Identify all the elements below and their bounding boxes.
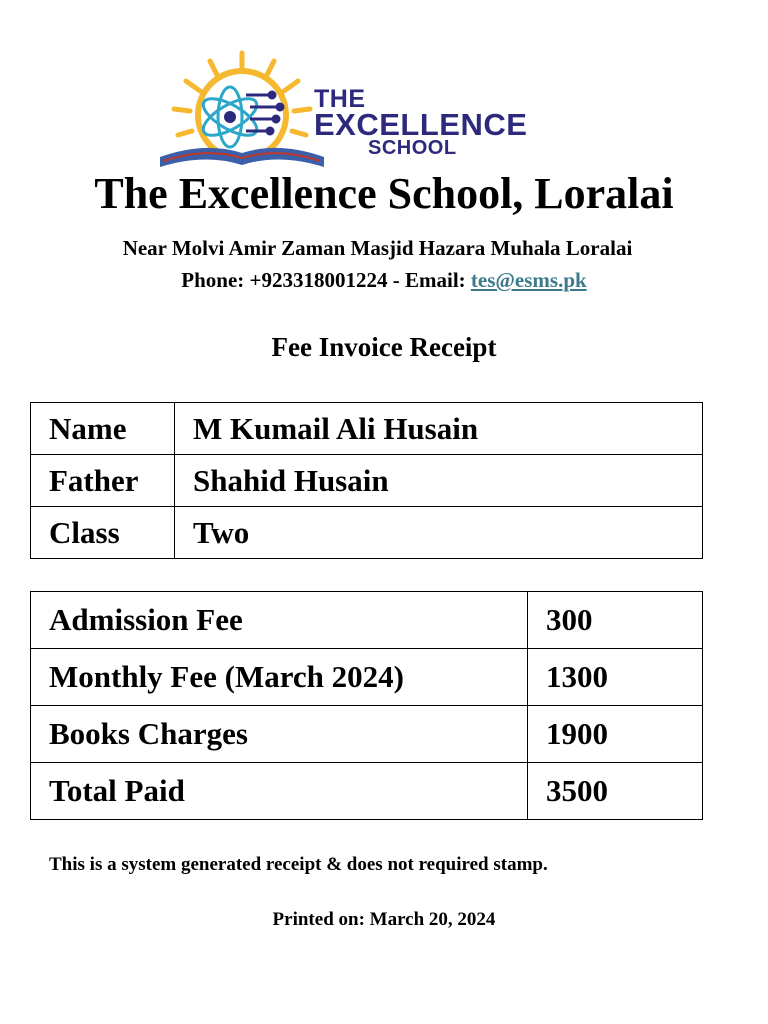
fee-amount: 1300 xyxy=(528,649,703,706)
fee-label: Monthly Fee (March 2024) xyxy=(31,649,528,706)
student-field-label: Name xyxy=(31,403,175,455)
fee-amount: 300 xyxy=(528,592,703,649)
table-row xyxy=(31,649,703,706)
logo-text-excellence: EXCELLENCE xyxy=(314,107,528,142)
fee-label: Books Charges xyxy=(31,706,528,763)
fee-table xyxy=(30,591,703,820)
system-generated-note: This is a system generated receipt & does not required stamp. xyxy=(49,854,548,875)
student-field-label: Father xyxy=(31,455,175,507)
fee-amount: 1900 xyxy=(528,706,703,763)
school-address: Near Molvi Amir Zaman Masjid Hazara Muhala Loralai xyxy=(122,236,633,260)
student-field-value: M Kumail Ali Husain xyxy=(175,403,703,455)
logo-text-the: THE xyxy=(314,85,366,113)
contact-line xyxy=(0,268,768,293)
table-row xyxy=(31,592,703,649)
printed-on-date: Printed on: March 20, 2024 xyxy=(272,909,496,930)
table-row xyxy=(31,403,703,455)
student-field-value: Two xyxy=(175,507,703,559)
logo-text-school: SCHOOL xyxy=(368,137,457,159)
table-row xyxy=(31,507,703,559)
phone-label: Phone: +923318001224 - Email: xyxy=(181,268,471,292)
student-info-table xyxy=(30,402,703,559)
table-row xyxy=(31,455,703,507)
fee-label: Admission Fee xyxy=(31,592,528,649)
fee-label: Total Paid xyxy=(31,763,528,820)
school-name: The Excellence School, Loralai xyxy=(94,169,674,218)
student-field-value: Shahid Husain xyxy=(175,455,703,507)
email-link[interactable]: tes@esms.pk xyxy=(470,268,587,292)
receipt-title: Fee Invoice Receipt xyxy=(271,332,497,362)
table-row xyxy=(31,763,703,820)
table-row xyxy=(31,706,703,763)
student-field-label: Class xyxy=(31,507,175,559)
school-logo xyxy=(150,45,560,170)
fee-amount: 3500 xyxy=(528,763,703,820)
